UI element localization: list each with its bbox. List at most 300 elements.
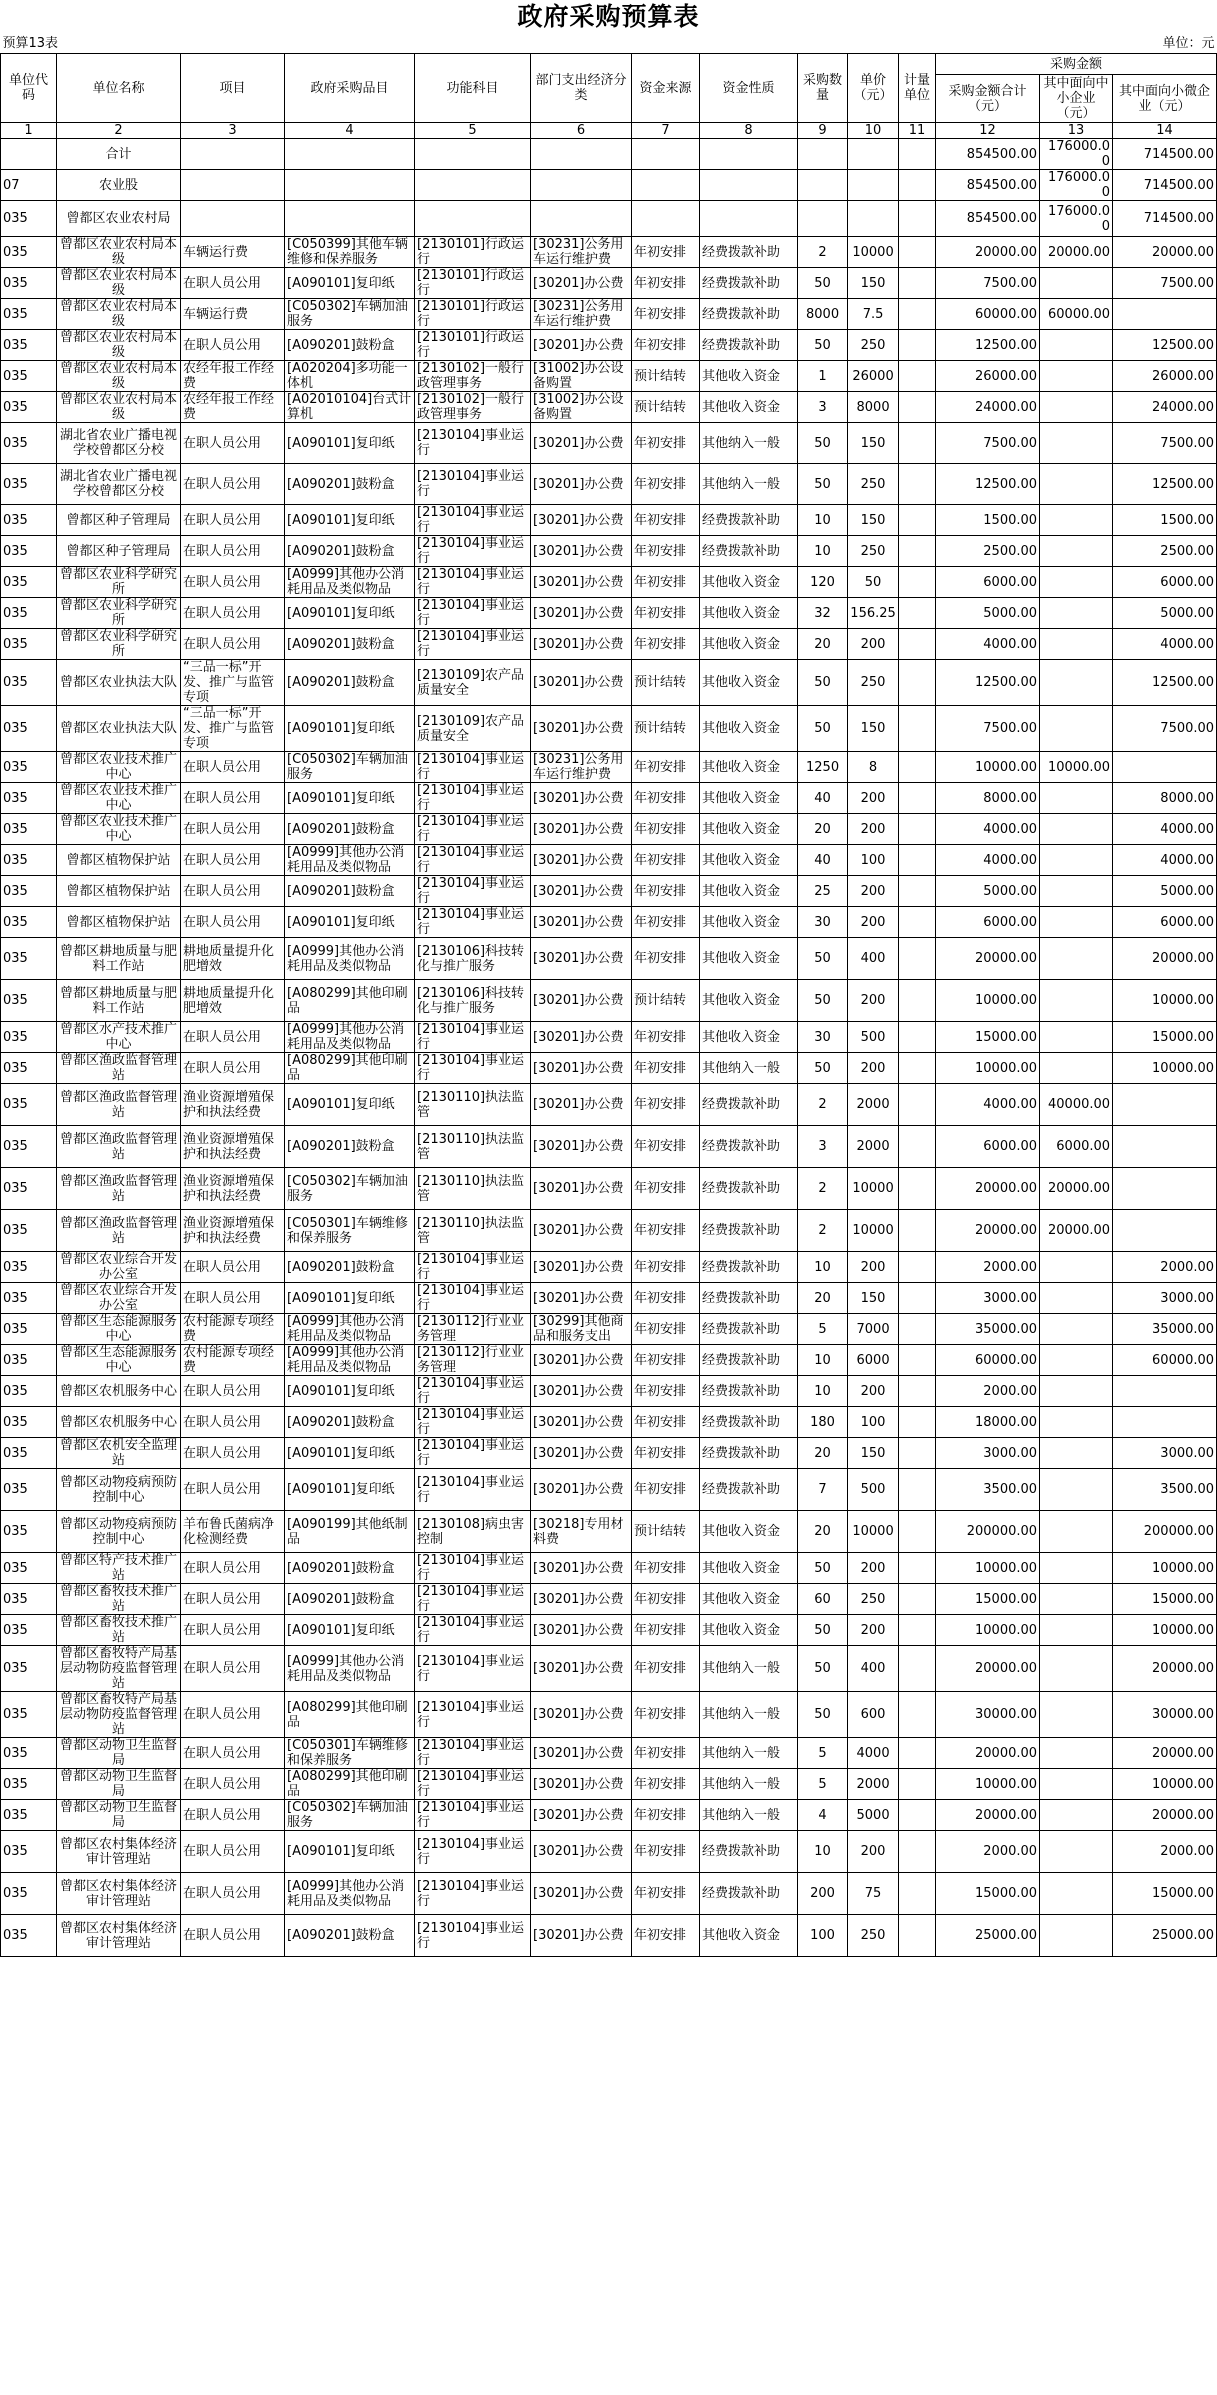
cell-project	[181, 201, 285, 237]
cell-measure	[899, 505, 936, 536]
cell-econ: [30201]办公费	[531, 1126, 632, 1168]
cell-qty: 50	[798, 423, 848, 464]
cell-price: 200	[848, 1252, 899, 1283]
cell-amount-micro: 200000.00	[1113, 1511, 1217, 1553]
cell-dept-code: 035	[1, 1511, 57, 1553]
cell-dept-code: 035	[1, 907, 57, 938]
cell-project: 在职人员公用	[181, 845, 285, 876]
cell-project: 在职人员公用	[181, 1769, 285, 1800]
cell-econ: [30201]办公费	[531, 980, 632, 1022]
cell-amount-micro	[1113, 1126, 1217, 1168]
cell-econ: [30201]办公费	[531, 1584, 632, 1615]
cell-dept-code: 035	[1, 1314, 57, 1345]
cell-item: [A090201]鼓粉盒	[285, 814, 415, 845]
cell-amount-total: 20000.00	[936, 237, 1040, 268]
cell-measure	[899, 1438, 936, 1469]
cell-amount-sme	[1040, 1615, 1113, 1646]
cell-dept-code: 035	[1, 1769, 57, 1800]
cell-dept-code: 035	[1, 361, 57, 392]
cell-amount-micro: 26000.00	[1113, 361, 1217, 392]
cell-amount-total: 854500.00	[936, 170, 1040, 201]
cell-amount-total: 35000.00	[936, 1314, 1040, 1345]
cell-func: [2130104]事业运行	[415, 1283, 531, 1314]
cell-qty: 1250	[798, 752, 848, 783]
cell-source	[632, 139, 700, 170]
cell-amount-total: 20000.00	[936, 938, 1040, 980]
cell-nature: 其他收入资金	[700, 629, 798, 660]
header-econ: 部门支出经济分类	[531, 54, 632, 123]
cell-price: 200	[848, 629, 899, 660]
cell-measure	[899, 1283, 936, 1314]
table-row	[1, 1738, 1217, 1769]
cell-amount-sme	[1040, 876, 1113, 907]
cell-qty: 10	[798, 1376, 848, 1407]
cell-item: [A090201]鼓粉盒	[285, 876, 415, 907]
table-row	[1, 1022, 1217, 1053]
cell-nature: 经费拨款补助	[700, 1084, 798, 1126]
cell-econ: [30231]公务用车运行维护费	[531, 299, 632, 330]
cell-qty: 30	[798, 1022, 848, 1053]
cell-amount-micro: 7500.00	[1113, 423, 1217, 464]
cell-dept-code: 035	[1, 1738, 57, 1769]
cell-dept-name: 曾都区畜牧技术推广站	[57, 1584, 181, 1615]
cell-measure	[899, 1053, 936, 1084]
cell-item: [A090101]复印纸	[285, 1283, 415, 1314]
cell-measure	[899, 1022, 936, 1053]
cell-project: 渔业资源增殖保护和执法经费	[181, 1210, 285, 1252]
cell-item: [A080299]其他印刷品	[285, 1692, 415, 1738]
cell-func: [2130104]事业运行	[415, 1615, 531, 1646]
cell-price: 600	[848, 1692, 899, 1738]
cell-amount-total: 200000.00	[936, 1511, 1040, 1553]
cell-price: 200	[848, 876, 899, 907]
table-row	[1, 1769, 1217, 1800]
cell-amount-micro: 15000.00	[1113, 1873, 1217, 1915]
cell-econ: [30201]办公费	[531, 660, 632, 706]
cell-source: 年初安排	[632, 567, 700, 598]
cell-measure	[899, 1615, 936, 1646]
cell-econ: [30201]办公费	[531, 1692, 632, 1738]
cell-econ: [30231]公务用车运行维护费	[531, 752, 632, 783]
cell-func: [2130109]农产品质量安全	[415, 706, 531, 752]
cell-measure	[899, 268, 936, 299]
table-row	[1, 1615, 1217, 1646]
cell-amount-micro: 20000.00	[1113, 1800, 1217, 1831]
cell-amount-micro: 3000.00	[1113, 1438, 1217, 1469]
cell-amount-micro: 5000.00	[1113, 876, 1217, 907]
cell-amount-micro: 2500.00	[1113, 536, 1217, 567]
cell-qty: 10	[798, 505, 848, 536]
cell-qty: 3	[798, 1126, 848, 1168]
cell-dept-code: 035	[1, 1692, 57, 1738]
cell-nature: 经费拨款补助	[700, 1831, 798, 1873]
cell-amount-sme	[1040, 1252, 1113, 1283]
cell-nature: 经费拨款补助	[700, 1407, 798, 1438]
cell-econ: [30201]办公费	[531, 1831, 632, 1873]
cell-nature: 其他纳入一般	[700, 1800, 798, 1831]
cell-nature: 其他收入资金	[700, 660, 798, 706]
cell-measure	[899, 706, 936, 752]
cell-dept-name: 曾都区农业科学研究所	[57, 567, 181, 598]
cell-source: 年初安排	[632, 536, 700, 567]
cell-amount-total: 3500.00	[936, 1469, 1040, 1511]
cell-measure	[899, 1345, 936, 1376]
cell-measure	[899, 814, 936, 845]
cell-econ: [30201]办公费	[531, 876, 632, 907]
cell-econ: [30201]办公费	[531, 1376, 632, 1407]
cell-econ: [30201]办公费	[531, 505, 632, 536]
cell-qty: 30	[798, 907, 848, 938]
cell-qty: 20	[798, 814, 848, 845]
cell-qty: 100	[798, 1915, 848, 1957]
cell-price: 500	[848, 1022, 899, 1053]
cell-nature: 经费拨款补助	[700, 268, 798, 299]
cell-item: [A090101]复印纸	[285, 1376, 415, 1407]
cell-func: [2130104]事业运行	[415, 1438, 531, 1469]
cell-dept-code: 035	[1, 201, 57, 237]
cell-econ: [30201]办公费	[531, 1553, 632, 1584]
table-row	[1, 783, 1217, 814]
cell-amount-sme	[1040, 1407, 1113, 1438]
cell-amount-sme	[1040, 1584, 1113, 1615]
cell-dept-code: 035	[1, 1210, 57, 1252]
cell-price: 7000	[848, 1314, 899, 1345]
cell-project: 渔业资源增殖保护和执法经费	[181, 1168, 285, 1210]
cell-source: 年初安排	[632, 845, 700, 876]
unit-label: 单位：元	[1162, 36, 1215, 51]
cell-project: 在职人员公用	[181, 1053, 285, 1084]
cell-func: [2130110]执法监管	[415, 1126, 531, 1168]
cell-nature: 经费拨款补助	[700, 330, 798, 361]
cell-source: 年初安排	[632, 1053, 700, 1084]
cell-amount-total: 854500.00	[936, 139, 1040, 170]
column-number: 11	[899, 123, 936, 139]
cell-econ: [30231]公务用车运行维护费	[531, 237, 632, 268]
cell-dept-code: 035	[1, 814, 57, 845]
cell-dept-code: 035	[1, 598, 57, 629]
table-row	[1, 237, 1217, 268]
cell-item: [A090101]复印纸	[285, 706, 415, 752]
cell-amount-micro: 10000.00	[1113, 1615, 1217, 1646]
cell-func: [2130110]执法监管	[415, 1168, 531, 1210]
cell-dept-code: 035	[1, 752, 57, 783]
header-amount-total: 采购金额合计（元）	[936, 75, 1040, 123]
cell-func: [2130104]事业运行	[415, 845, 531, 876]
cell-amount-sme	[1040, 423, 1113, 464]
cell-econ: [30201]办公费	[531, 1615, 632, 1646]
cell-price	[848, 139, 899, 170]
cell-source: 年初安排	[632, 598, 700, 629]
cell-qty: 7	[798, 1469, 848, 1511]
cell-nature: 其他收入资金	[700, 1584, 798, 1615]
cell-dept-code: 035	[1, 1345, 57, 1376]
cell-measure	[899, 752, 936, 783]
cell-econ: [30201]办公费	[531, 1022, 632, 1053]
header-item: 政府采购品目	[285, 54, 415, 123]
cell-source: 年初安排	[632, 1831, 700, 1873]
cell-func: [2130102]一般行政管理事务	[415, 392, 531, 423]
cell-dept-name: 曾都区农业执法大队	[57, 706, 181, 752]
cell-econ	[531, 201, 632, 237]
cell-dept-name: 曾都区农业农村局本级	[57, 268, 181, 299]
cell-func: [2130104]事业运行	[415, 1469, 531, 1511]
column-number: 6	[531, 123, 632, 139]
cell-nature: 经费拨款补助	[700, 1345, 798, 1376]
cell-source: 年初安排	[632, 938, 700, 980]
cell-price: 2000	[848, 1769, 899, 1800]
cell-measure	[899, 1314, 936, 1345]
cell-amount-sme: 40000.00	[1040, 1084, 1113, 1126]
cell-amount-sme	[1040, 1314, 1113, 1345]
cell-measure	[899, 170, 936, 201]
cell-price: 2000	[848, 1084, 899, 1126]
cell-qty: 8000	[798, 299, 848, 330]
cell-nature: 经费拨款补助	[700, 237, 798, 268]
cell-project: 在职人员公用	[181, 423, 285, 464]
cell-item: [A0999]其他办公消耗用品及类似物品	[285, 938, 415, 980]
cell-amount-micro: 714500.00	[1113, 170, 1217, 201]
cell-price: 400	[848, 1646, 899, 1692]
header-nature: 资金性质	[700, 54, 798, 123]
cell-amount-micro: 7500.00	[1113, 268, 1217, 299]
table-row	[1, 660, 1217, 706]
cell-item: [A090101]复印纸	[285, 1469, 415, 1511]
cell-source: 年初安排	[632, 1283, 700, 1314]
cell-nature: 其他纳入一般	[700, 1738, 798, 1769]
header-amount-micro: 其中面向小微企业（元）	[1113, 75, 1217, 123]
cell-qty: 40	[798, 783, 848, 814]
cell-measure	[899, 1126, 936, 1168]
table-row	[1, 1438, 1217, 1469]
cell-source: 年初安排	[632, 1126, 700, 1168]
cell-source: 预计结转	[632, 361, 700, 392]
cell-amount-micro: 2000.00	[1113, 1831, 1217, 1873]
cell-dept-name: 湖北省农业广播电视学校曾都区分校	[57, 464, 181, 505]
cell-measure	[899, 1915, 936, 1957]
cell-amount-total: 60000.00	[936, 1345, 1040, 1376]
cell-project: 在职人员公用	[181, 1438, 285, 1469]
cell-dept-name: 曾都区农业综合开发办公室	[57, 1252, 181, 1283]
table-row	[1, 706, 1217, 752]
cell-amount-total: 60000.00	[936, 299, 1040, 330]
cell-project: 在职人员公用	[181, 598, 285, 629]
cell-nature: 其他收入资金	[700, 752, 798, 783]
cell-project: 农村能源专项经费	[181, 1345, 285, 1376]
cell-qty: 10	[798, 536, 848, 567]
cell-source: 年初安排	[632, 1769, 700, 1800]
cell-price: 150	[848, 423, 899, 464]
cell-econ: [30201]办公费	[531, 1084, 632, 1126]
cell-nature: 经费拨款补助	[700, 1210, 798, 1252]
cell-dept-name: 曾都区耕地质量与肥料工作站	[57, 980, 181, 1022]
cell-project: “三品一标”开发、推广与监管专项	[181, 706, 285, 752]
cell-dept-code: 07	[1, 170, 57, 201]
cell-amount-micro	[1113, 1407, 1217, 1438]
cell-price: 4000	[848, 1738, 899, 1769]
cell-qty: 32	[798, 598, 848, 629]
cell-amount-sme: 6000.00	[1040, 1126, 1113, 1168]
table-row	[1, 598, 1217, 629]
cell-qty: 200	[798, 1873, 848, 1915]
cell-func: [2130101]行政运行	[415, 330, 531, 361]
cell-amount-micro: 4000.00	[1113, 845, 1217, 876]
header-measure: 计量单位	[899, 54, 936, 123]
cell-item: [A0999]其他办公消耗用品及类似物品	[285, 1873, 415, 1915]
cell-dept-name: 曾都区渔政监督管理站	[57, 1053, 181, 1084]
cell-amount-micro: 20000.00	[1113, 237, 1217, 268]
cell-amount-total: 24000.00	[936, 392, 1040, 423]
cell-price	[848, 201, 899, 237]
cell-dept-code: 035	[1, 423, 57, 464]
cell-amount-total: 2000.00	[936, 1376, 1040, 1407]
cell-source: 年初安排	[632, 423, 700, 464]
cell-func: [2130106]科技转化与推广服务	[415, 938, 531, 980]
cell-amount-micro	[1113, 752, 1217, 783]
cell-qty	[798, 201, 848, 237]
cell-measure	[899, 1084, 936, 1126]
cell-amount-sme	[1040, 1376, 1113, 1407]
table-row	[1, 1646, 1217, 1692]
cell-source: 年初安排	[632, 876, 700, 907]
cell-amount-micro	[1113, 1376, 1217, 1407]
cell-econ: [30218]专用材料费	[531, 1511, 632, 1553]
cell-func: [2130104]事业运行	[415, 1022, 531, 1053]
cell-econ: [30201]办公费	[531, 1345, 632, 1376]
cell-qty: 120	[798, 567, 848, 598]
cell-amount-micro: 12500.00	[1113, 660, 1217, 706]
cell-price: 150	[848, 268, 899, 299]
cell-dept-code: 035	[1, 1022, 57, 1053]
cell-amount-sme: 176000.00	[1040, 201, 1113, 237]
cell-dept-name: 曾都区农业科学研究所	[57, 598, 181, 629]
column-number: 7	[632, 123, 700, 139]
cell-amount-micro: 35000.00	[1113, 1314, 1217, 1345]
cell-dept-name: 曾都区农机服务中心	[57, 1407, 181, 1438]
cell-project: 在职人员公用	[181, 1738, 285, 1769]
cell-amount-total: 10000.00	[936, 752, 1040, 783]
cell-price: 200	[848, 814, 899, 845]
cell-dept-name: 曾都区植物保护站	[57, 907, 181, 938]
table-row	[1, 1283, 1217, 1314]
cell-measure	[899, 1210, 936, 1252]
cell-project: 在职人员公用	[181, 1584, 285, 1615]
cell-amount-sme	[1040, 1438, 1113, 1469]
cell-measure	[899, 1376, 936, 1407]
cell-econ: [30201]办公费	[531, 907, 632, 938]
cell-amount-micro: 6000.00	[1113, 907, 1217, 938]
cell-dept-code: 035	[1, 464, 57, 505]
table-row	[1, 907, 1217, 938]
cell-project: 在职人员公用	[181, 464, 285, 505]
cell-nature: 经费拨款补助	[700, 299, 798, 330]
cell-nature: 其他收入资金	[700, 361, 798, 392]
cell-amount-sme	[1040, 464, 1113, 505]
cell-amount-micro: 24000.00	[1113, 392, 1217, 423]
cell-func: [2130104]事业运行	[415, 567, 531, 598]
cell-amount-micro: 12500.00	[1113, 330, 1217, 361]
cell-source: 预计结转	[632, 392, 700, 423]
cell-func: [2130104]事业运行	[415, 1407, 531, 1438]
cell-amount-sme	[1040, 1873, 1113, 1915]
cell-dept-name: 曾都区农机服务中心	[57, 1376, 181, 1407]
cell-amount-sme	[1040, 1738, 1113, 1769]
cell-item	[285, 170, 415, 201]
cell-dept-name: 曾都区农业农村局	[57, 201, 181, 237]
cell-nature: 其他纳入一般	[700, 1769, 798, 1800]
cell-price: 100	[848, 1407, 899, 1438]
cell-amount-micro: 15000.00	[1113, 1584, 1217, 1615]
header-price: 单价（元）	[848, 54, 899, 123]
cell-amount-total: 12500.00	[936, 464, 1040, 505]
cell-dept-name: 曾都区动物卫生监督局	[57, 1800, 181, 1831]
cell-dept-name: 曾都区渔政监督管理站	[57, 1210, 181, 1252]
cell-dept-name: 曾都区农业综合开发办公室	[57, 1283, 181, 1314]
cell-dept-code: 035	[1, 845, 57, 876]
cell-item	[285, 201, 415, 237]
cell-source: 年初安排	[632, 1692, 700, 1738]
cell-dept-name: 湖北省农业广播电视学校曾都区分校	[57, 423, 181, 464]
cell-func: [2130104]事业运行	[415, 783, 531, 814]
cell-amount-sme	[1040, 392, 1113, 423]
cell-source	[632, 170, 700, 201]
column-number: 4	[285, 123, 415, 139]
cell-price	[848, 170, 899, 201]
cell-func: [2130110]执法监管	[415, 1084, 531, 1126]
cell-qty: 50	[798, 1615, 848, 1646]
cell-amount-total: 3000.00	[936, 1438, 1040, 1469]
cell-measure	[899, 361, 936, 392]
cell-nature: 其他收入资金	[700, 938, 798, 980]
cell-price: 8	[848, 752, 899, 783]
cell-func: [2130104]事业运行	[415, 423, 531, 464]
cell-source: 年初安排	[632, 1553, 700, 1584]
cell-nature: 经费拨款补助	[700, 536, 798, 567]
cell-econ: [30201]办公费	[531, 938, 632, 980]
cell-project: 在职人员公用	[181, 1407, 285, 1438]
cell-project: 在职人员公用	[181, 1022, 285, 1053]
cell-nature: 其他纳入一般	[700, 1692, 798, 1738]
cell-qty: 5	[798, 1314, 848, 1345]
cell-amount-total: 20000.00	[936, 1646, 1040, 1692]
page-title: 政府采购预算表	[517, 2, 700, 31]
cell-func: [2130104]事业运行	[415, 1584, 531, 1615]
cell-item: [A090201]鼓粉盒	[285, 629, 415, 660]
cell-dept-code: 035	[1, 1873, 57, 1915]
cell-measure	[899, 299, 936, 330]
header-amount-sme: 其中面向中小企业（元）	[1040, 75, 1113, 123]
cell-measure	[899, 1553, 936, 1584]
cell-qty: 4	[798, 1800, 848, 1831]
cell-nature: 其他收入资金	[700, 907, 798, 938]
cell-amount-sme	[1040, 1646, 1113, 1692]
cell-amount-total: 20000.00	[936, 1168, 1040, 1210]
cell-amount-sme	[1040, 1769, 1113, 1800]
summary-row	[1, 139, 1217, 170]
cell-source: 年初安排	[632, 1084, 700, 1126]
cell-amount-total: 3000.00	[936, 1283, 1040, 1314]
cell-amount-sme	[1040, 660, 1113, 706]
cell-amount-total: 10000.00	[936, 1053, 1040, 1084]
header-qty: 采购数量	[798, 54, 848, 123]
cell-func: [2130104]事业运行	[415, 505, 531, 536]
cell-amount-total: 2000.00	[936, 1252, 1040, 1283]
cell-func	[415, 201, 531, 237]
cell-amount-total: 4000.00	[936, 845, 1040, 876]
cell-econ: [30201]办公费	[531, 1283, 632, 1314]
cell-amount-sme	[1040, 1692, 1113, 1738]
cell-amount-total: 12500.00	[936, 660, 1040, 706]
cell-project: 在职人员公用	[181, 1376, 285, 1407]
